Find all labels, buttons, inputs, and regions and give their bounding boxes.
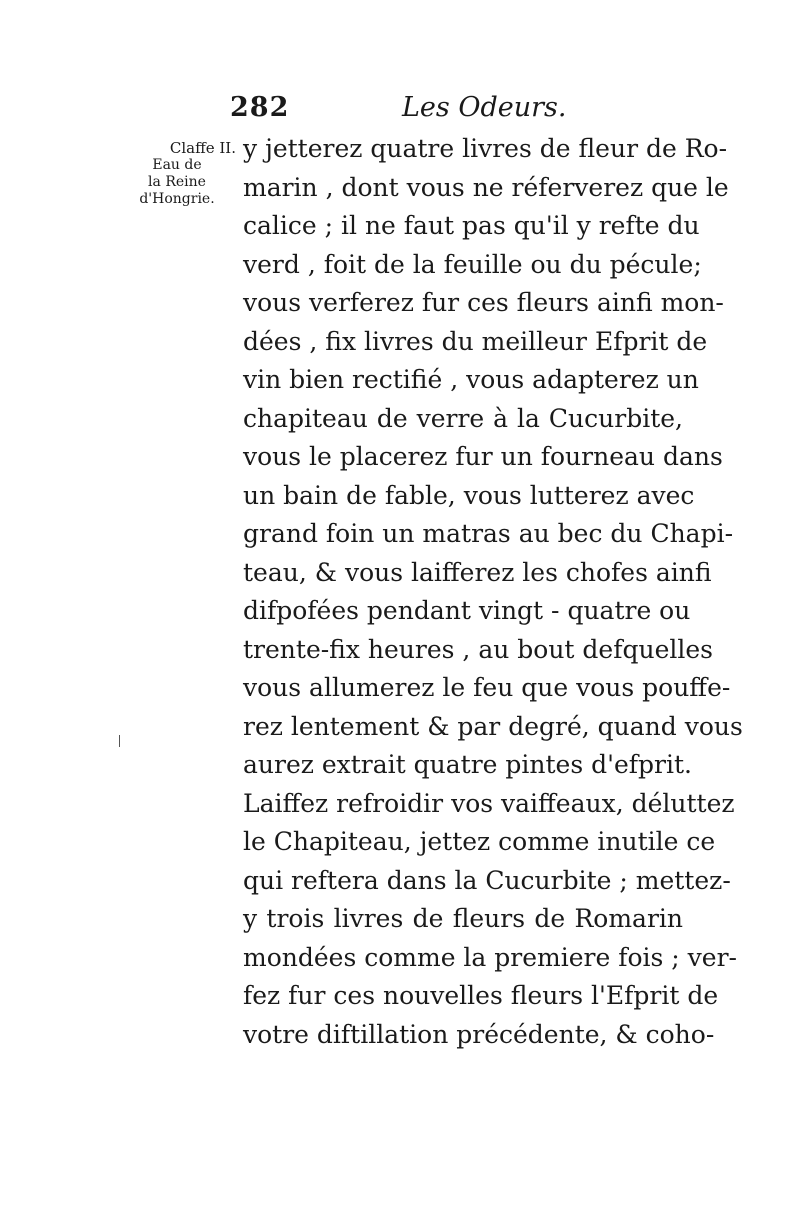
stray-mark [119, 735, 120, 747]
text-line: trente-fix heures , au bout defquelles [243, 634, 713, 664]
text-line: rez lentement & par degré, quand vous [243, 711, 743, 741]
text-line: vous le placerez fur un fourneau dans [243, 442, 723, 471]
margin-note-line: d'Hongrie. [139, 191, 215, 207]
margin-note-line: Eau de [152, 157, 202, 173]
text-line: vin bien rectifié , vous adapterez un [243, 365, 699, 394]
text-line: Laiffez refroidir vos vaiffeaux, déluttez [243, 788, 735, 818]
text-line: aurez extrait quatre pintes d'efprit. [243, 750, 692, 779]
text-line: verd , foit de la feuille ou du pécule; [243, 249, 702, 279]
text-line: vous verferez fur ces fleurs ainfi mon- [243, 288, 724, 317]
text-line: un bain de fable, vous lutterez avec [243, 480, 695, 510]
text-line: qui reftera dans la Cucurbite ; mettez- [243, 865, 731, 895]
running-head: Les Odeurs. [402, 92, 567, 123]
margin-note-line: la Reine [148, 174, 206, 190]
text-line: marin , dont vous ne réferverez que le [243, 172, 729, 202]
text-line: grand foin un matras au bec du Chapi- [243, 519, 734, 548]
text-line: difpofées pendant vingt - quatre ou [243, 596, 691, 625]
text-line: le Chapiteau, jettez comme inutile ce [243, 827, 716, 856]
text-line: mondées comme la premiere fois ; ver- [243, 942, 737, 972]
text-line: chapiteau de verre à la Cucurbite, [243, 403, 683, 433]
page-number: 282 [230, 92, 290, 123]
body-text [243, 130, 743, 1054]
text-line: y jetterez quatre livres de fleur de Ro- [243, 134, 728, 163]
text-line: dées , fix livres du meilleur Efprit de [243, 326, 708, 356]
text-line: y trois livres de fleurs de Romarin [243, 904, 683, 933]
page-header [230, 92, 567, 132]
text-line: calice ; il ne faut pas qu'il y refte du [243, 211, 700, 240]
text-line: vous allumerez le feu que vous pouffe- [243, 673, 731, 702]
margin-note-class: Claffe II. [169, 139, 236, 157]
text-line: teau, & vous laifferez les chofes ainfi [243, 557, 712, 587]
text-line: votre diftillation précédente, & coho- [243, 1019, 715, 1049]
text-line: fez fur ces nouvelles fleurs l'Efprit de [243, 981, 719, 1010]
margin-note [118, 140, 236, 208]
